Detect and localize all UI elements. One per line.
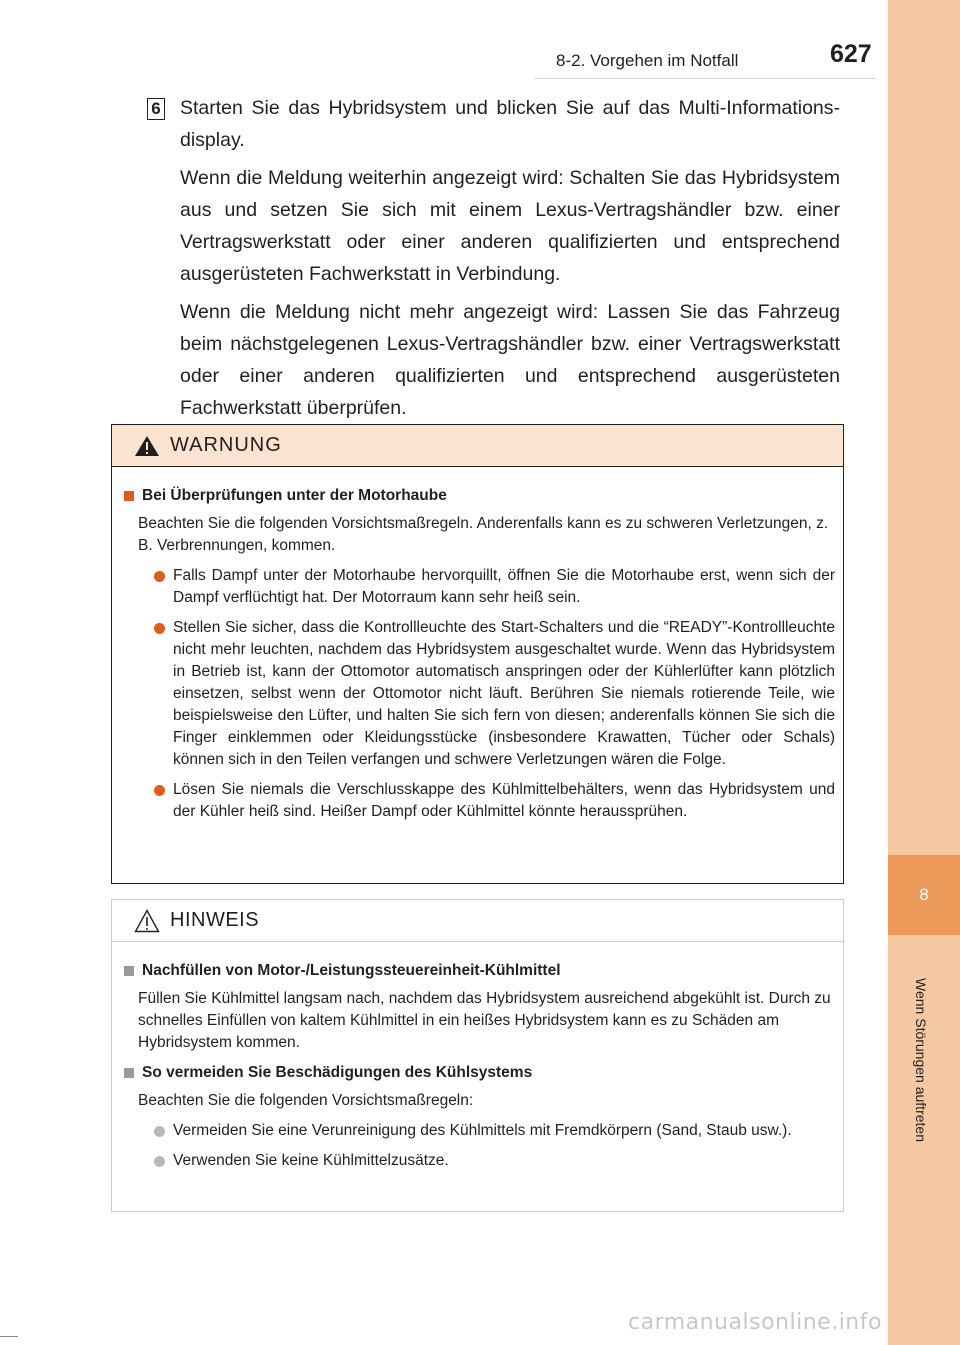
notice-subheading (124, 1062, 835, 1084)
step-paragraph: Starten Sie das Hybridsystem und blicken Sie auf das Multi-Informations-display. (180, 97, 840, 151)
notice-box (111, 899, 844, 1212)
step-paragraph: Wenn die Meldung nicht mehr angezeigt wird: Lassen Sie das Fahrzeug beim nächstgelegenen Lexus-Vertragshändler bzw. einer Vertragswerkstatt oder einer anderen qualifizierten und entsprechend ausgerüsteten Fachwerkstatt überprüfen. (180, 301, 840, 419)
warning-bullet-text: Stellen Sie sicher, dass die Kontrollleuchte des Start-Schalters und die “READY”-Kontrollleuchte nicht mehr leuchten, nachdem das Hybridsystem ausgeschaltet wurde. Wenn das Hybridsystem in Betrieb ist, kann der Ottomotor automatisch anspringen oder der Kühlerlüfter kann plötzlich einsetzen, selbst wenn der Ottomotor nicht läuft. Berühren Sie niemals rotierende Teile, wie beispielsweise den Lüfter, und halten Sie sich fern von diesen; anderenfalls können Sie sich die Finger einklemmen oder Kleidungsstücke (insbesondere Krawatten, Tücher oder Schals) können sich in den Teilen verfangen und schwere Verletzungen wären die Folge. (173, 619, 835, 768)
step-number-badge (147, 98, 165, 120)
notice-subheading-text: Nachfüllen von Motor-/Leistungssteuereinheit-Kühlmittel (142, 962, 561, 979)
notice-title: HINWEIS (170, 909, 260, 931)
caution-triangle-icon (134, 909, 160, 933)
warning-bullet (154, 779, 835, 823)
chapter-number-tab (888, 855, 960, 935)
warning-bullet-text: Lösen Sie niemals die Verschlusskappe des Kühlmittelbehälters, wenn das Hybridsystem und der Kühler heiß sind. Heißer Dampf oder Kühlmittel könnte heraussprühen. (173, 781, 835, 820)
warning-bullet (154, 617, 835, 771)
notice-bullet (154, 1150, 835, 1172)
warning-subheading-text: Bei Überprüfungen unter der Motorhaube (142, 487, 447, 504)
step-number: 6 (151, 99, 161, 118)
notice-content (112, 942, 843, 1172)
notice-subheading-text: So vermeiden Sie Beschädigungen des Kühlsystems (142, 1064, 533, 1081)
warning-triangle-icon (134, 435, 160, 457)
chapter-title: Wenn Störungen auftreten (913, 978, 929, 1142)
watermark: carmanualsonline.info (628, 1310, 882, 1335)
warning-header (112, 425, 843, 467)
round-bullet-icon (154, 1126, 165, 1137)
notice-subheading (124, 960, 835, 982)
notice-paragraph: Füllen Sie Kühlmittel langsam nach, nachdem das Hybridsystem ausreichend abgekühlt ist. Durch zu schnelles Einfüllen von kaltem Kühlmittel in ein heißes Hybridsystem kann es zu Schäden am Hybridsystem kommen. (138, 990, 831, 1051)
step-body (180, 92, 840, 430)
round-bullet-icon (154, 1156, 165, 1167)
round-bullet-icon (154, 571, 165, 582)
square-bullet-icon (124, 1068, 134, 1078)
round-bullet-icon (154, 623, 165, 634)
notice-bullet-text: Verwenden Sie keine Kühlmittelzusätze. (173, 1152, 449, 1169)
chapter-number: 8 (919, 885, 929, 904)
square-bullet-icon (124, 966, 134, 976)
notice-bullet (154, 1120, 835, 1142)
square-bullet-icon (124, 491, 134, 501)
header-divider (535, 78, 875, 79)
warning-intro: Beachten Sie die folgenden Vorsichtsmaßregeln. Anderenfalls kann es zu schweren Verletzungen, z. B. Verbrennungen, kommen. (138, 515, 829, 554)
crop-mark (0, 1336, 18, 1337)
step-paragraph: Wenn die Meldung weiterhin angezeigt wird: Schalten Sie das Hybridsystem aus und setzen Sie sich mit einem Lexus-Vertragshändler bzw. einer Vertragswerkstatt oder einer anderen qualifizierten und entsprechend ausgerüsteten Fachwerkstatt in Verbindung. (180, 167, 840, 285)
notice-bullet-text: Vermeiden Sie eine Verunreinigung des Kühlmittels mit Fremdkörpern (Sand, Staub usw.). (173, 1122, 792, 1139)
page-number: 627 (830, 40, 872, 68)
warning-bullet-text: Falls Dampf unter der Motorhaube hervorquillt, öffnen Sie die Motorhaube erst, wenn sich der Dampf verflüchtigt hat. Der Motorraum kann sehr heiß sein. (173, 567, 835, 606)
warning-subheading (124, 485, 835, 507)
notice-header (112, 900, 843, 942)
notice-intro: Beachten Sie die folgenden Vorsichtsmaßregeln: (138, 1092, 474, 1109)
section-title: 8-2. Vorgehen im Notfall (556, 51, 739, 70)
warning-box (111, 424, 844, 884)
round-bullet-icon (154, 785, 165, 796)
warning-bullet (154, 565, 835, 609)
warning-title: WARNUNG (170, 434, 282, 456)
chapter-side-strip (888, 0, 960, 1345)
warning-content (112, 467, 843, 823)
